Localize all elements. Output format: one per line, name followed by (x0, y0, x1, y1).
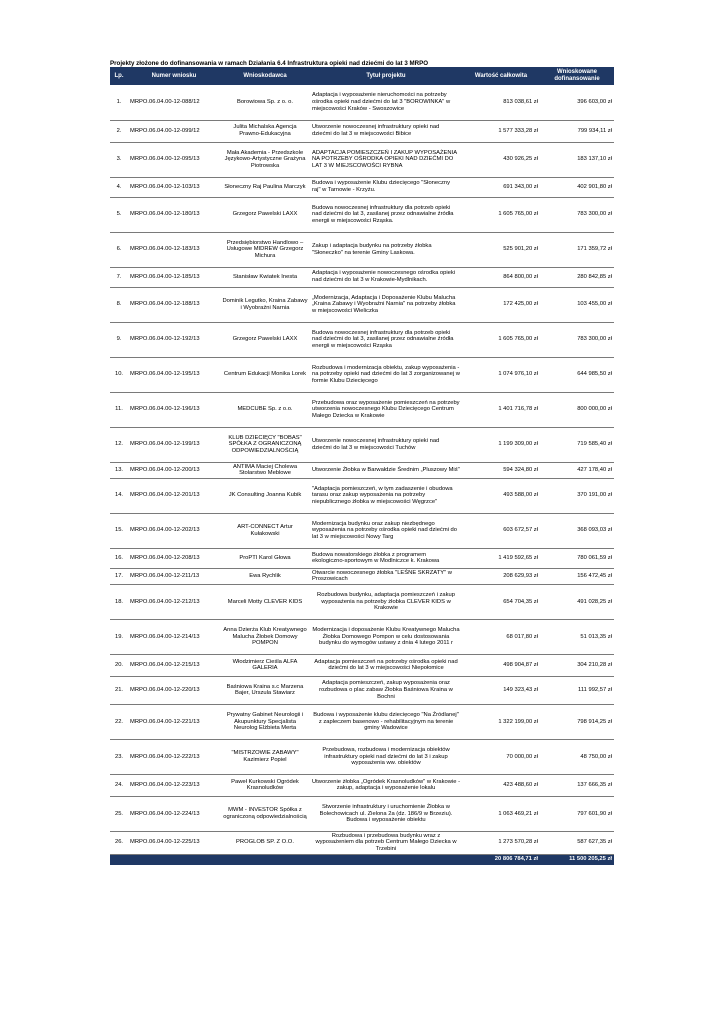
row-requested-funding: 719 585,40 zł (540, 427, 614, 462)
row-application-number: MRPO.06.04.00-12-103/13 (128, 177, 220, 197)
table-row (110, 584, 614, 619)
row-total-value: 208 629,93 zł (462, 568, 540, 584)
row-application-number: MRPO.06.04.00-12-185/13 (128, 267, 220, 287)
table-row (110, 85, 614, 120)
row-application-number: MRPO.06.04.00-12-222/13 (128, 739, 220, 774)
row-application-number: MRPO.06.04.00-12-183/13 (128, 232, 220, 267)
row-requested-funding: 800 000,00 zł (540, 392, 614, 427)
row-project-title: Adaptacja i wyposażenie nowoczesnego ośrodka opieki nad dziećmi do lat 3 w Krakowie-Mydlnikach. (310, 267, 462, 287)
table-row (110, 142, 614, 177)
row-lp: 9. (110, 322, 128, 357)
row-applicant: Paweł Kurkowski Ogródek Krasnoludków (220, 774, 310, 796)
row-lp: 17. (110, 568, 128, 584)
table-row (110, 462, 614, 478)
row-total-value: 1 063 469,21 zł (462, 796, 540, 831)
row-applicant: Ewa Rychlik (220, 568, 310, 584)
row-requested-funding: 644 985,50 zł (540, 357, 614, 392)
row-lp: 16. (110, 548, 128, 568)
row-applicant: ANTIMA Maciej Cholewa Stolarstwo Meblowe (220, 462, 310, 478)
row-total-value: 1 605 765,00 zł (462, 197, 540, 232)
row-applicant: Baśniowa Kraina s.c Marzena Bajer, Urszula Stawiarz (220, 676, 310, 704)
row-project-title: Rozbudowa budynku, adaptacja pomieszczeń i zakup wyposażenia na potrzeby żłobka CLEVER KIDS w Krakowie (310, 584, 462, 619)
row-project-title: Otwarcie nowoczesnego żłobka "LEŚNE SKRZATY" w Proszowicach (310, 568, 462, 584)
row-total-value: 1 074 976,10 zł (462, 357, 540, 392)
row-applicant: ART-CONNECT Artur Kułakowski (220, 513, 310, 548)
row-applicant: "MISTRZOWIE ZABAWY" Kazimierz Popiel (220, 739, 310, 774)
row-application-number: MRPO.06.04.00-12-211/13 (128, 568, 220, 584)
row-application-number: MRPO.06.04.00-12-180/13 (128, 197, 220, 232)
table-row (110, 619, 614, 654)
table-row (110, 568, 614, 584)
table-row (110, 287, 614, 322)
header-total-value: Wartość całkowita (462, 67, 540, 85)
row-total-value: 691 343,00 zł (462, 177, 540, 197)
row-applicant: Anna Dzierża Klub Kreatywnego Malucha Żłobek Domowy POMPON (220, 619, 310, 654)
row-requested-funding: 780 061,59 zł (540, 548, 614, 568)
row-project-title: „Modernizacja, Adaptacja i Doposażenie Klubu Malucha „Kraina Zabawy i Wyobraźni Narnia" na potrzeby żłobka w miejscowości Wieliczka (310, 287, 462, 322)
row-application-number: MRPO.06.04.00-12-196/13 (128, 392, 220, 427)
row-total-value: 594 324,80 zł (462, 462, 540, 478)
row-requested-funding: 783 300,00 zł (540, 197, 614, 232)
row-requested-funding: 783 300,00 zł (540, 322, 614, 357)
row-requested-funding: 103 455,00 zł (540, 287, 614, 322)
row-lp: 11. (110, 392, 128, 427)
row-applicant: PROGLOB SP. Z O.O. (220, 831, 310, 854)
table-row (110, 197, 614, 232)
row-application-number: MRPO.06.04.00-12-195/13 (128, 357, 220, 392)
row-total-value: 68 017,80 zł (462, 619, 540, 654)
table-row (110, 267, 614, 287)
row-project-title: ADAPTACJA POMIESZCZEŃ I ZAKUP WYPOSAŻENIA NA POTRZEBY OŚRODKA OPIEKI NAD DZIEĆMI DO LAT 3 W MIEJSCOWOŚCI RYBNA (310, 142, 462, 177)
row-requested-funding: 370 191,00 zł (540, 478, 614, 513)
row-lp: 7. (110, 267, 128, 287)
row-application-number: MRPO.06.04.00-12-088/12 (128, 85, 220, 120)
row-project-title: Rozbudowa i przebudowa budynku wraz z wyposażeniem dla potrzeb Centrum Małego Dziecka w Trzebini (310, 831, 462, 854)
table-row (110, 548, 614, 568)
row-application-number: MRPO.06.04.00-12-225/13 (128, 831, 220, 854)
row-requested-funding: 48 750,00 zł (540, 739, 614, 774)
row-total-value: 1 577 333,28 zł (462, 120, 540, 142)
row-application-number: MRPO.06.04.00-12-224/13 (128, 796, 220, 831)
table-row (110, 513, 614, 548)
row-applicant: Mała Akademia - Przedszkole Językowo-Artystyczne Grażyna Piotrowska (220, 142, 310, 177)
row-total-value: 423 488,60 zł (462, 774, 540, 796)
row-lp: 19. (110, 619, 128, 654)
row-requested-funding: 51 013,35 zł (540, 619, 614, 654)
row-project-title: Utworzenie żłobka „Ogródek Krasnoludków" w Krakowie - zakup, adaptacja i wyposażenie lokalu (310, 774, 462, 796)
row-lp: 24. (110, 774, 128, 796)
table-row (110, 120, 614, 142)
row-lp: 8. (110, 287, 128, 322)
row-total-value: 498 904,87 zł (462, 654, 540, 676)
table-row (110, 739, 614, 774)
row-application-number: MRPO.06.04.00-12-199/13 (128, 427, 220, 462)
row-project-title: Budowa nowoczesnej infrastruktury dla potrzeb opieki nad dziećmi do lat 3, zasilanej przez odnawialne źródła energii w miejscowości Rząska. (310, 197, 462, 232)
table-row (110, 774, 614, 796)
row-project-title: Przebudowa oraz wyposażenie pomieszczeń na potrzeby utworzenia nowoczesnego Klubu Dziecięcego Centrum Małego Dziecka w Krakowie (310, 392, 462, 427)
row-total-value: 149 323,43 zł (462, 676, 540, 704)
row-application-number: MRPO.06.04.00-12-201/13 (128, 478, 220, 513)
row-total-value: 1 605 765,00 zł (462, 322, 540, 357)
row-applicant: Włodzimierz Cieśla ALFA GALERIA (220, 654, 310, 676)
row-lp: 1. (110, 85, 128, 120)
row-total-value: 1 199 309,00 zł (462, 427, 540, 462)
totals-spacer (110, 854, 462, 865)
row-requested-funding: 797 601,90 zł (540, 796, 614, 831)
table-row (110, 704, 614, 739)
row-requested-funding: 304 210,28 zł (540, 654, 614, 676)
table-row (110, 427, 614, 462)
row-application-number: MRPO.06.04.00-12-095/13 (128, 142, 220, 177)
row-application-number: MRPO.06.04.00-12-200/13 (128, 462, 220, 478)
table-row (110, 478, 614, 513)
row-project-title: Adaptacja pomieszczeń, zakup wyposażenia oraz rozbudowa o plac zabaw Żłobka Baśniowa Kraina w Bochni (310, 676, 462, 704)
row-requested-funding: 171 359,72 zł (540, 232, 614, 267)
row-applicant: Marceli Motty CLEVER KIDS (220, 584, 310, 619)
table-row (110, 676, 614, 704)
row-project-title: Rozbudowa i modernizacja obiektu, zakup wyposażenia - na potrzeby opieki nad dziećmi do lat 3 zorganizowanej w formie Klubu Dziecięcego (310, 357, 462, 392)
row-application-number: MRPO.06.04.00-12-221/13 (128, 704, 220, 739)
row-total-value: 864 800,00 zł (462, 267, 540, 287)
row-requested-funding: 368 093,03 zł (540, 513, 614, 548)
row-total-value: 654 704,35 zł (462, 584, 540, 619)
row-lp: 5. (110, 197, 128, 232)
header-number: Numer wniosku (128, 67, 220, 85)
header-project: Tytuł projektu (310, 67, 462, 85)
row-project-title: Budowa nowatorskiego żłobka z programem ekologiczno-sportowym w Modlniczce k. Krakowa (310, 548, 462, 568)
row-lp: 22. (110, 704, 128, 739)
table-row (110, 392, 614, 427)
row-requested-funding: 280 842,85 zł (540, 267, 614, 287)
row-project-title: Utworzenie nowoczesnej infrastruktury opieki nad dziećmi do lat 3 w miejscowości Bibice (310, 120, 462, 142)
row-requested-funding: 427 178,40 zł (540, 462, 614, 478)
row-applicant: Julita Michalska Agencja Prawno-Edukacyjna (220, 120, 310, 142)
row-project-title: Modernizacja i doposażenie Klubu Kreatywnego Malucha Żłobka Domowego Pompon w celu dostosowania budynku do wymogów ustawy z dnia 4 lutego 2011 r (310, 619, 462, 654)
row-project-title: Adaptacja pomieszczeń na potrzeby ośrodka opieki nad dziećmi do lat 3 w miejscowości Niepołomice (310, 654, 462, 676)
table-row (110, 357, 614, 392)
row-applicant: Grzegorz Pawelski LAXX (220, 322, 310, 357)
row-requested-funding: 396 603,00 zł (540, 85, 614, 120)
row-requested-funding: 587 627,35 zł (540, 831, 614, 854)
table-row (110, 322, 614, 357)
row-project-title: Modernizacja budynku oraz zakup niezbędnego wyposażenia na potrzeby ośrodka opieki nad dziećmi do lat 3 w miejscowości Nowy Targ (310, 513, 462, 548)
row-project-title: Utworzenie nowoczesnej infrastruktury opieki nad dziećmi do lat 3 w miejscowości Tuchów (310, 427, 462, 462)
row-lp: 12. (110, 427, 128, 462)
row-applicant: Centrum Edukacji Monika Lorek (220, 357, 310, 392)
row-total-value: 430 926,25 zł (462, 142, 540, 177)
row-applicant: Grzegorz Pawelski LAXX (220, 197, 310, 232)
row-lp: 18. (110, 584, 128, 619)
row-requested-funding: 798 914,25 zł (540, 704, 614, 739)
row-requested-funding: 156 472,45 zł (540, 568, 614, 584)
total-value: 20 806 784,71 zł (462, 854, 540, 865)
projects-table (110, 67, 614, 865)
row-total-value: 70 000,00 zł (462, 739, 540, 774)
row-lp: 6. (110, 232, 128, 267)
row-requested-funding: 491 028,25 zł (540, 584, 614, 619)
row-application-number: MRPO.06.04.00-12-188/13 (128, 287, 220, 322)
row-application-number: MRPO.06.04.00-12-223/13 (128, 774, 220, 796)
row-requested-funding: 137 666,35 zł (540, 774, 614, 796)
row-total-value: 813 038,61 zł (462, 85, 540, 120)
row-project-title: Budowa nowoczesnej infrastruktury dla potrzeb opieki nad dziećmi do lat 3, zasilanej przez odnawialne źródła energii w miejscowości Rząska (310, 322, 462, 357)
row-project-title: Adaptacja i wyposażenie nieruchomości na potrzeby ośrodka opieki nad dziećmi do lat 3 "BOROWINKA" w miejscowości Kraków - Swoszowice (310, 85, 462, 120)
row-project-title: "Adaptacja pomieszczeń, w tym zadaszenie i obudowa tarasu oraz zakup wyposażenia na potrzeby niepublicznego żłobka w miejscowości Węgrzce" (310, 478, 462, 513)
row-requested-funding: 402 901,80 zł (540, 177, 614, 197)
header-requested: Wnioskowane dofinansowanie (540, 67, 614, 85)
row-lp: 2. (110, 120, 128, 142)
row-project-title: Przebudowa, rozbudowa i modernizacja obiektów infrastruktury opieki nad dziećmi do lat 3 i zakup wyposażenia ww. obiektów (310, 739, 462, 774)
row-total-value: 1 401 716,78 zł (462, 392, 540, 427)
row-applicant: Słoneczny Raj Paulina Marczyk (220, 177, 310, 197)
row-lp: 10. (110, 357, 128, 392)
document-title: Projekty złożone do dofinansowania w ramach Działania 6.4 Infrastruktura opieki nad dziećmi do lat 3 MRPO (110, 60, 429, 67)
row-applicant: JK Consulting Joanna Kubik (220, 478, 310, 513)
row-project-title: Stworzenie infrastruktury i uruchomienie Żłobka w Bolechowicach ul. Zielona 2a (dz. 186/9 w Brzeziu). Budowa i wyposażenie obiektu (310, 796, 462, 831)
row-lp: 3. (110, 142, 128, 177)
header-applicant: Wnioskodawca (220, 67, 310, 85)
table-row (110, 831, 614, 854)
row-total-value: 1 322 199,00 zł (462, 704, 540, 739)
row-application-number: MRPO.06.04.00-12-208/13 (128, 548, 220, 568)
row-applicant: Borowiowa Sp. z o. o. (220, 85, 310, 120)
row-application-number: MRPO.06.04.00-12-099/12 (128, 120, 220, 142)
row-lp: 25. (110, 796, 128, 831)
row-requested-funding: 183 137,10 zł (540, 142, 614, 177)
row-total-value: 493 588,00 zł (462, 478, 540, 513)
row-application-number: MRPO.06.04.00-12-220/13 (128, 676, 220, 704)
table-row (110, 654, 614, 676)
row-lp: 21. (110, 676, 128, 704)
row-lp: 23. (110, 739, 128, 774)
row-application-number: MRPO.06.04.00-12-215/13 (128, 654, 220, 676)
row-applicant: Prywatny Gabinet Neurologii i Akupunktury Specjalista Neurolog Elżbieta Merta (220, 704, 310, 739)
row-project-title: Budowa i wyposażenie klubu dziecięcego "Na Źródlanej" z zapleczem basenowo - rehabilitacyjnym na terenie gminy Wadowice (310, 704, 462, 739)
row-applicant: Przedsiębiorstwo Handlowo – Usługowe MIDREW Grzegorz Michura (220, 232, 310, 267)
row-project-title: Utworzenie Żłobka w Barwałdzie Średnim „Pluszowy Miś" (310, 462, 462, 478)
row-total-value: 1 273 570,28 zł (462, 831, 540, 854)
row-applicant: MWM - INVESTOR Spółka z ograniczoną odpowiedzialnością (220, 796, 310, 831)
row-total-value: 603 672,57 zł (462, 513, 540, 548)
total-funding: 11 500 205,25 zł (540, 854, 614, 865)
totals-row (110, 854, 614, 865)
row-applicant: KLUB DZIECIĘCY "BOBAS" SPÓŁKA Z OGRANICZONĄ ODPOWIEDZIALNOŚCIĄ (220, 427, 310, 462)
row-application-number: MRPO.06.04.00-12-214/13 (128, 619, 220, 654)
row-applicant: Dominik Legutko, Kraina Zabawy i Wyobraźni Narnia (220, 287, 310, 322)
row-requested-funding: 111 992,57 zł (540, 676, 614, 704)
header-lp: Lp. (110, 67, 128, 85)
table-row (110, 177, 614, 197)
row-application-number: MRPO.06.04.00-12-212/13 (128, 584, 220, 619)
table-row (110, 232, 614, 267)
row-lp: 13. (110, 462, 128, 478)
row-application-number: MRPO.06.04.00-12-192/13 (128, 322, 220, 357)
row-applicant: ProPTI Karol Głowa (220, 548, 310, 568)
table-header-row (110, 67, 614, 85)
row-applicant: MEDCUBE Sp. z o.o. (220, 392, 310, 427)
row-lp: 14. (110, 478, 128, 513)
row-applicant: Stanisław Kwiatek Inesta (220, 267, 310, 287)
row-total-value: 1 419 592,65 zł (462, 548, 540, 568)
row-lp: 26. (110, 831, 128, 854)
table-row (110, 796, 614, 831)
row-lp: 15. (110, 513, 128, 548)
row-total-value: 525 901,20 zł (462, 232, 540, 267)
row-lp: 4. (110, 177, 128, 197)
row-application-number: MRPO.06.04.00-12-202/13 (128, 513, 220, 548)
row-total-value: 172 425,00 zł (462, 287, 540, 322)
row-lp: 20. (110, 654, 128, 676)
row-requested-funding: 799 934,11 zł (540, 120, 614, 142)
row-project-title: Budowa i wyposażenie Klubu dziecięcego "Słoneczny raj" w Tarnowie - Krzyżu. (310, 177, 462, 197)
row-project-title: Zakup i adaptacja budynku na potrzeby żłobka "Słoneczko" na terenie Gminy Laskowa. (310, 232, 462, 267)
